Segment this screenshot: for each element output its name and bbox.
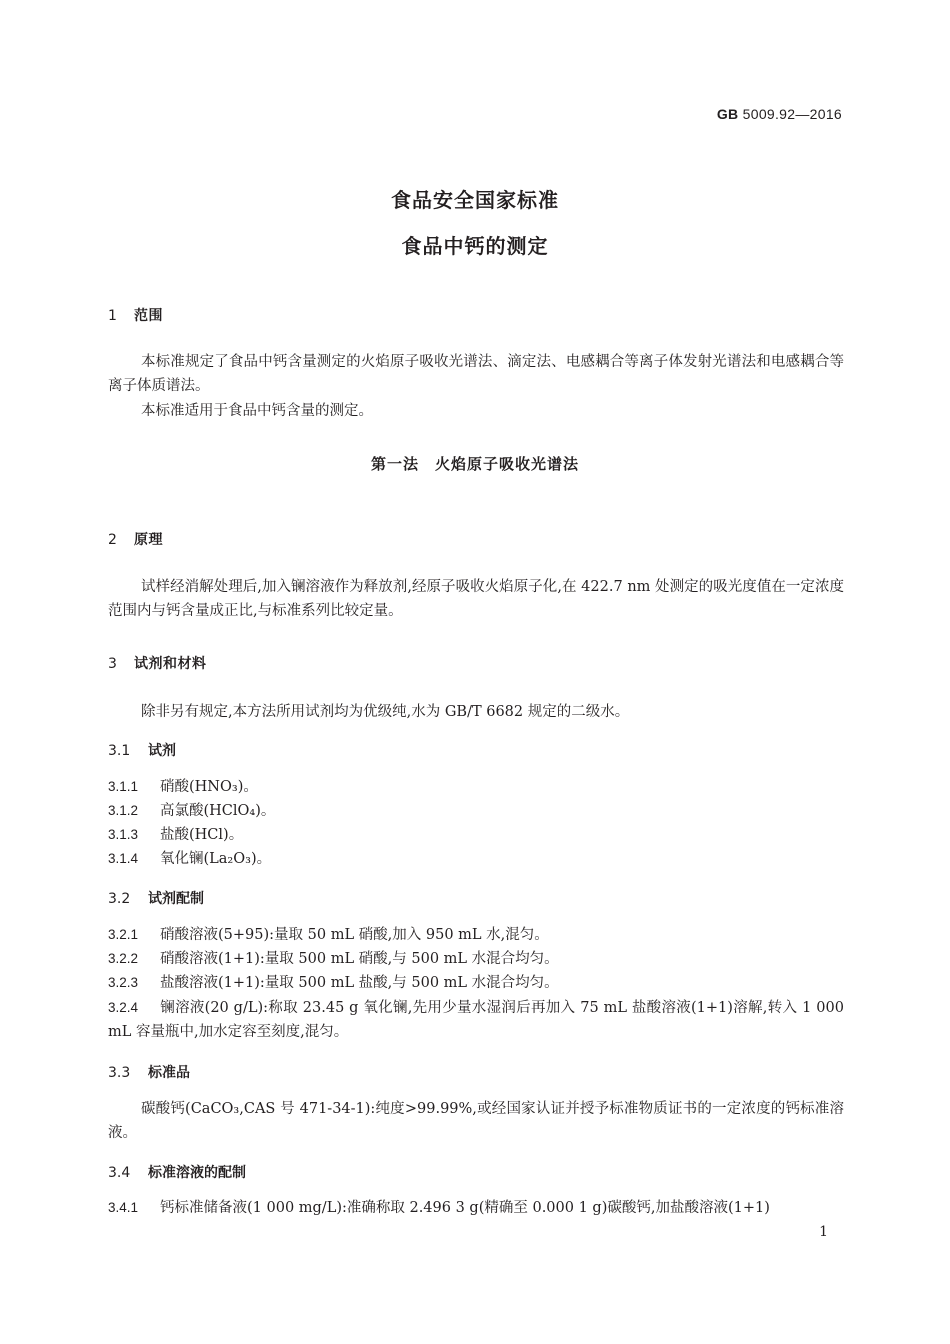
section-3-2-heading: 3.2 试剂配制	[108, 891, 204, 907]
page-number: 1	[819, 1224, 828, 1240]
document-title: 食品安全国家标准	[391, 188, 559, 212]
section-2-paragraph: 试样经消解处理后,加入镧溶液作为释放剂,经原子吸收火焰原子化,在 422.7 nm 处测定的吸光度值在一定浓度范围内与钙含量成正比,与标准系列比较定量。	[108, 579, 844, 619]
prep-item: 3.2.3 盐酸溶液(1+1):量取 500 mL 盐酸,与 500 mL 水混合均匀。	[108, 975, 559, 991]
section-2-heading: 2 原理	[108, 532, 163, 548]
standard-solution-item: 3.4.1 钙标准储备液(1 000 mg/L):准确称取 2.496 3 g(精确至 0.000 1 g)碳酸钙,加盐酸溶液(1+1)	[108, 1200, 770, 1216]
reagent-item: 3.1.3 盐酸(HCl)。	[108, 827, 244, 843]
prep-item: 3.2.4 镧溶液(20 g/L):称取 23.45 g 氧化镧,先用少量水湿润后再加入 75 mL 盐酸溶液(1+1)溶解,转入 1 000 mL 容量瓶中,加水定容至刻度,混匀。	[108, 1000, 844, 1040]
reagent-item: 3.1.4 氧化镧(La₂O₃)。	[108, 851, 272, 867]
section-3-paragraph: 除非另有规定,本方法所用试剂均为优级纯,水为 GB/T 6682 规定的二级水。	[141, 704, 630, 720]
prep-item: 3.2.2 硝酸溶液(1+1):量取 500 mL 硝酸,与 500 mL 水混合均匀。	[108, 951, 559, 967]
reagent-item: 3.1.2 高氯酸(HClO₄)。	[108, 803, 276, 819]
section-3-3-paragraph: 碳酸钙(CaCO₃,CAS 号 471-34-1):纯度>99.99%,或经国家认证并授予标准物质证书的一定浓度的钙标准溶液。	[108, 1101, 844, 1141]
section-1-heading: 1 范围	[108, 308, 163, 324]
section-1-paragraph-1: 本标准规定了食品中钙含量测定的火焰原子吸收光谱法、滴定法、电感耦合等离子体发射光谱法和电感耦合等离子体质谱法。	[108, 354, 844, 394]
prep-item: 3.2.1 硝酸溶液(5+95):量取 50 mL 硝酸,加入 950 mL 水,混匀。	[108, 927, 549, 943]
section-1-paragraph-2: 本标准适用于食品中钙含量的测定。	[141, 403, 373, 419]
standard-code: 5009.92—2016	[742, 106, 842, 122]
method-1-heading: 第一法 火焰原子吸收光谱法	[370, 455, 579, 473]
section-3-4-heading: 3.4 标准溶液的配制	[108, 1165, 246, 1181]
standard-number	[717, 106, 842, 122]
section-3-1-heading: 3.1 试剂	[108, 743, 176, 759]
document-subtitle: 食品中钙的测定	[401, 234, 549, 258]
reagent-item: 3.1.1 硝酸(HNO₃)。	[108, 779, 258, 795]
standard-prefix: GB	[716, 106, 739, 122]
section-3-heading: 3 试剂和材料	[108, 656, 207, 672]
section-3-3-heading: 3.3 标准品	[108, 1065, 190, 1081]
